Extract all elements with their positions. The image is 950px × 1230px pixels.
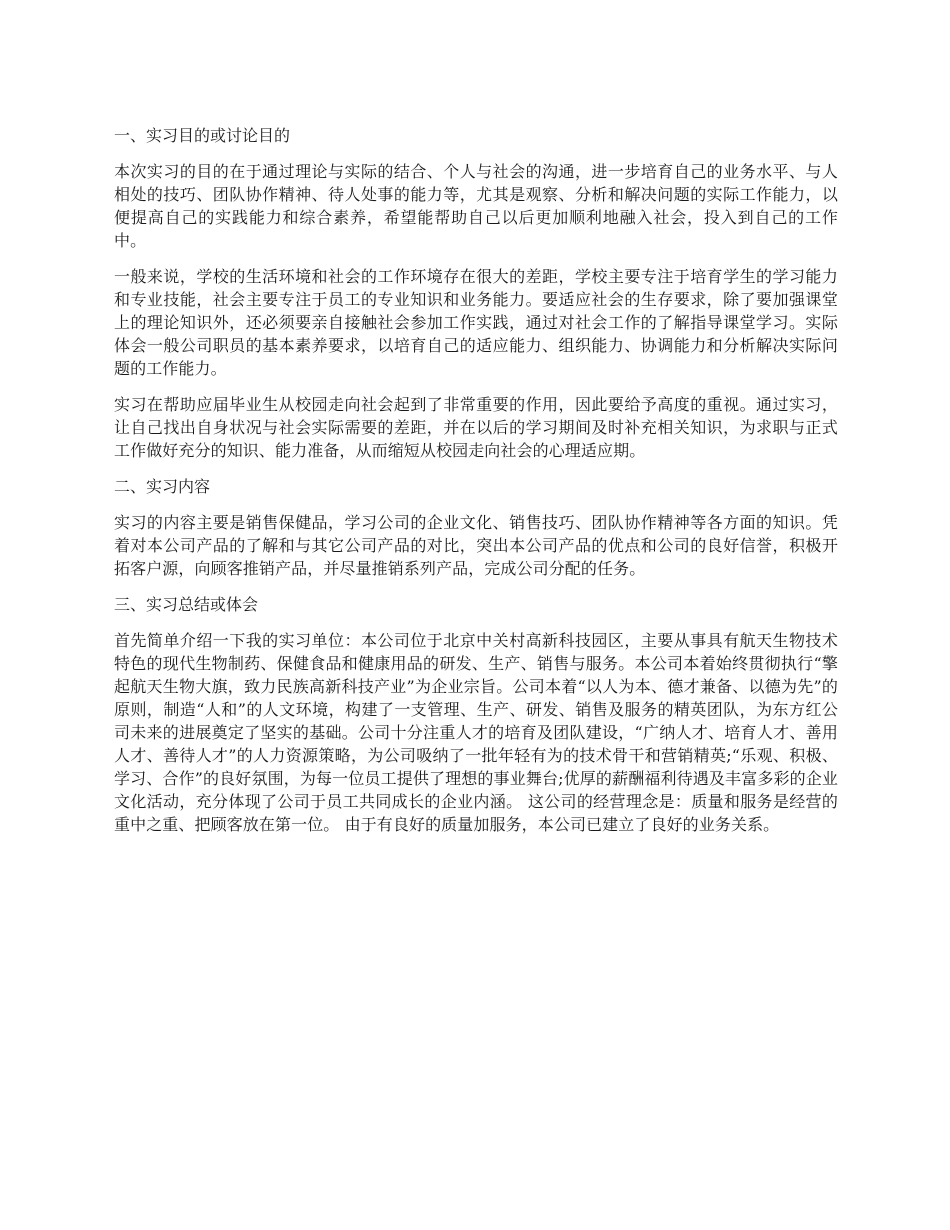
section-heading-purpose: 一、实习目的或讨论目的 xyxy=(114,126,291,145)
paragraph-summary-1: 首先简单介绍一下我的实习单位：本公司位于北京中关村高新科技园区，主要从事具有航天生物技术特色的现代生物制药、保健食品和健康用品的研发、生产、销售与服务。本公司本着始终贯彻执行“擎起航天生物大旗，致力民族高新科技产业”为企业宗旨。公司本着“以人为本、德才兼备、以德为先”的原则，制造“人和”的人文环境，构建了一支管理、生产、研发、销售及服务的精英团队，为东方红公司未来的进展奠定了坚实的基础。公司十分注重人才的培育及团队建设，“广纳人才、培育人才、善用人才、善待人才”的人力资源策略，为公司吸纳了一批年轻有为的技术骨干和营销精英;“乐观、积极、学习、合作”的良好氛围，为每一位员工提供了理想的事业舞台;优厚的薪酬福利待遇及丰富多彩的企业文化活动，充分体现了公司于员工共同成长的企业内涵。 这公司的经营理念是：质量和服务是经营的重中之重、把顾客放在第一位。 由于有良好的质量加服务，本公司已建立了良好的业务关系。 xyxy=(114,631,838,834)
paragraph-purpose-1: 本次实习的目的在于通过理论与实际的结合、个人与社会的沟通，进一步培育自己的业务水平、与人相处的技巧、团队协作精神、待人处事的能力等，尤其是观察、分析和解决问题的实际工作能力，以便提高自己的实践能力和综合素养，希望能帮助自己以后更加顺利地融入社会，投入到自己的工作中。 xyxy=(114,162,838,250)
section-heading-summary: 三、实习总结或体会 xyxy=(114,595,259,614)
paragraph-purpose-3: 实习在帮助应届毕业生从校园走向社会起到了非常重要的作用，因此要给予高度的重视。通过实习，让自己找出自身状况与社会实际需要的差距，并在以后的学习期间及时补充相关知识，为求职与正式工作做好充分的知识、能力准备，从而缩短从校园走向社会的心理适应期。 xyxy=(114,395,838,460)
section-heading-content: 二、实习内容 xyxy=(114,477,211,496)
paragraph-purpose-2: 一般来说，学校的生活环境和社会的工作环境存在很大的差距，学校主要专注于培育学生的学习能力和专业技能，社会主要专注于员工的专业知识和业务能力。要适应社会的生存要求，除了要加强课堂上的理论知识外，还必须要亲自接触社会参加工作实践，通过对社会工作的了解指导课堂学习。实际体会一般公司职员的基本素养要求，以培育自己的适应能力、组织能力、协调能力和分析解决实际问题的工作能力。 xyxy=(114,267,838,378)
paragraph-content-1: 实习的内容主要是销售保健品，学习公司的企业文化、销售技巧、团队协作精神等各方面的知识。凭着对本公司产品的了解和与其它公司产品的对比，突出本公司产品的优点和公司的良好信誉，积极开拓客户源，向顾客推销产品，并尽量推销系列产品，完成公司分配的任务。 xyxy=(114,513,838,578)
document-page xyxy=(114,124,838,849)
